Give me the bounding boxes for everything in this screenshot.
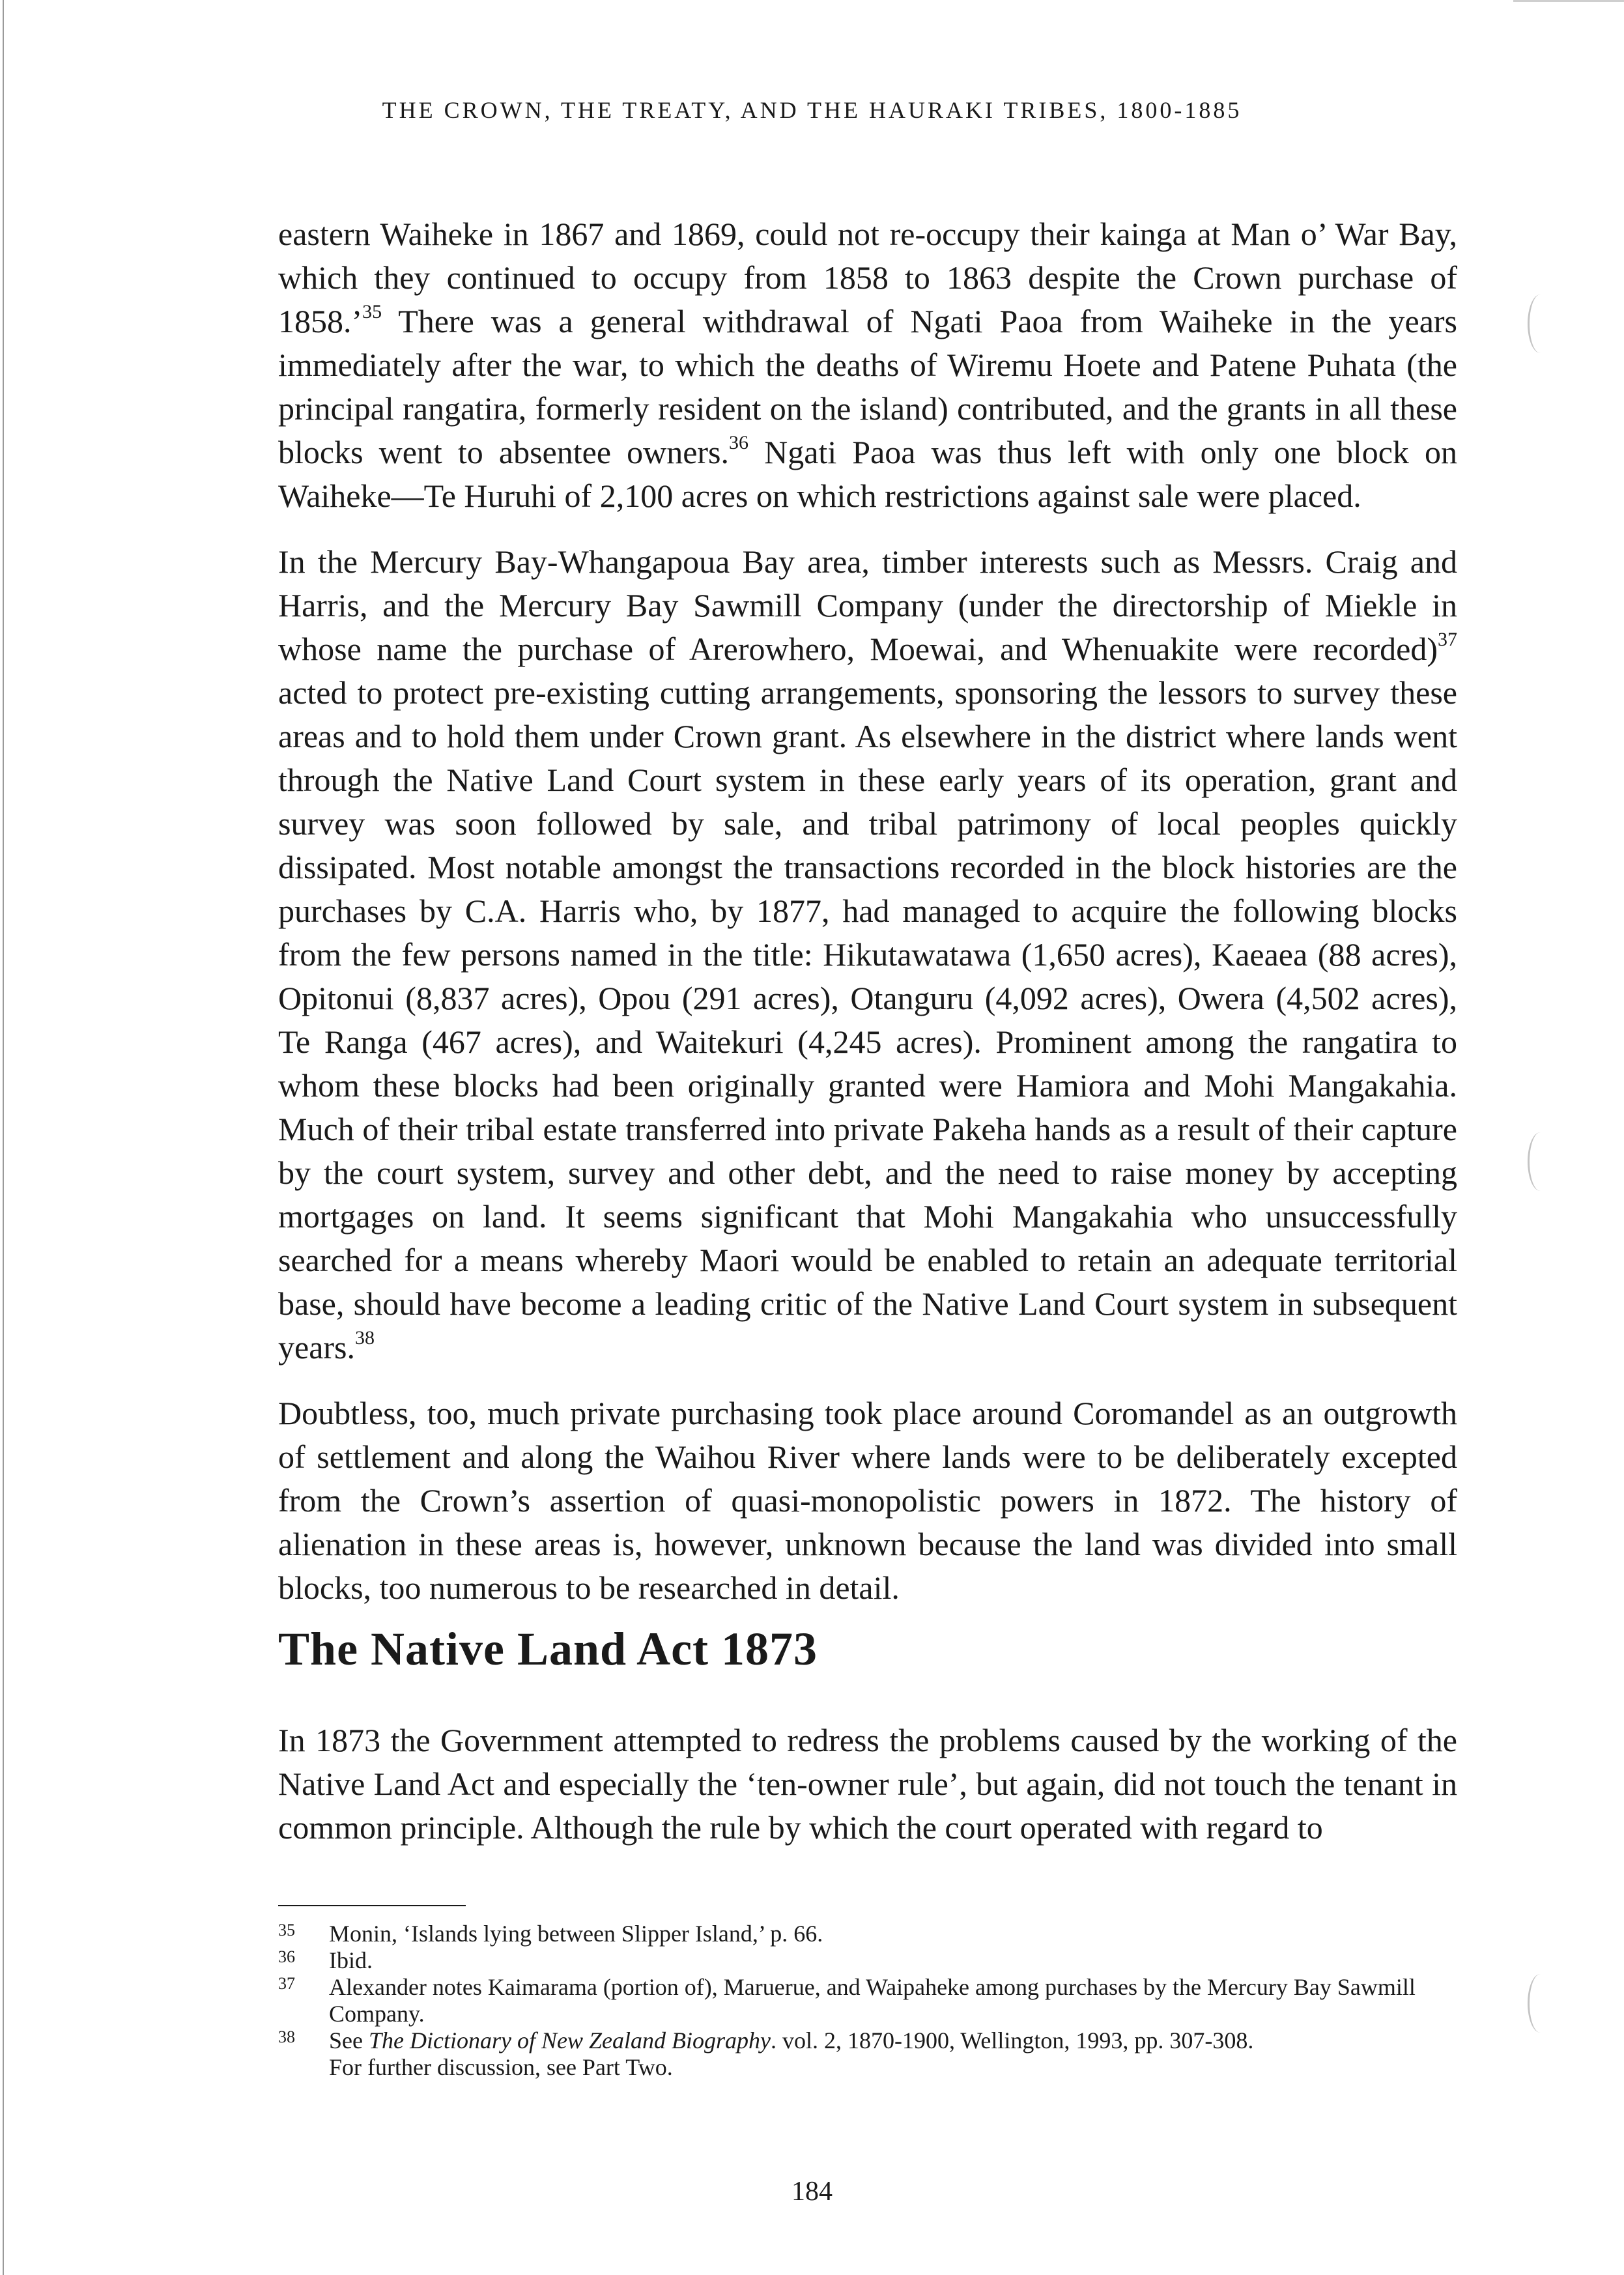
scan-corner-mark	[1513, 0, 1624, 2]
footnote-text: Ibid.	[329, 1947, 373, 1973]
footnote-35	[278, 1921, 1457, 1947]
footnote-text: See The Dictionary of New Zealand Biography. vol. 2, 1870-1900, Wellington, 1993, pp. 307-308. For further discussion, see Part Two.	[329, 2027, 1254, 2080]
footnote-ref-38[interactable]: 38	[355, 1327, 375, 1349]
running-head: THE CROWN, THE TREATY, AND THE HAURAKI TRIBES, 1800-1885	[382, 97, 1242, 123]
section-body	[278, 1719, 1457, 1850]
section-heading: The Native Land Act 1873	[278, 1623, 818, 1675]
footnote-divider	[278, 1905, 466, 1906]
footnotes	[278, 1921, 1457, 2081]
footnote-38	[278, 2027, 1457, 2081]
footnote-36	[278, 1947, 1457, 1974]
footnote-37	[278, 1974, 1457, 2027]
page-number: 184	[791, 2177, 833, 2207]
footnote-number: 35	[278, 1921, 295, 1939]
footnote-ref-36[interactable]: 36	[729, 432, 749, 453]
margin-bracket-mark	[1528, 294, 1553, 353]
footnote-ref-35[interactable]: 35	[362, 301, 382, 322]
footnote-ref-37[interactable]: 37	[1438, 629, 1457, 650]
paragraph-3: Doubtless, too, much private purchasing took place around Coromandel as an outgrowth of settlement and along the Waihou River where lands were to be deliberately excepted from the Crown’s assertion of quasi-monopolistic powers in 1872. The history of alienation in these areas is, however, unknown because the land was divided into small blocks, too numerous to be researched in detail.	[278, 1395, 1457, 1606]
footnote-text: Alexander notes Kaimarama (portion of), Maruerue, and Waipaheke among purchases by the Mercury Bay Sawmill Company.	[329, 1974, 1416, 2027]
footnote-number: 38	[278, 2027, 295, 2046]
body-text	[278, 212, 1457, 1610]
footnote-number: 37	[278, 1974, 295, 1993]
footnote-number: 36	[278, 1947, 295, 1966]
paragraph-1: eastern Waiheke in 1867 and 1869, could not re-occupy their kainga at Man o’ War Bay, which they continued to occupy from 1858 to 1863 despite the Crown purchase of 1858.’$^{35}$ There was a general withdrawal of Ngati Paoa from Waiheke in the years immediately after the war, to which the deaths of Wiremu Hoete and Patene Puhata (the principal rangatira, formerly resident on the island) contributed, and the grants in all these blocks went to absentee owners.$^{36}$ Ngati Paoa was thus left with only one block on Waiheke—Te Huruhi of 2,100 acres on which restrictions against sale were placed.	[278, 216, 1458, 514]
footnote-text: Monin, ‘Islands lying between Slipper Island,’ p. 66.	[329, 1921, 823, 1947]
margin-bracket-mark	[1528, 1132, 1553, 1191]
scan-edge-line	[3, 0, 4, 2275]
paragraph-2: In the Mercury Bay-Whangapoua Bay area, timber interests such as Messrs. Craig and Harris, and the Mercury Bay Sawmill Company (under the directorship of Miekle in whose name the purchase of Arerowhero, Moewai, and Whenuakite were recorded)$^{37}$ acted to protect pre-existing cutting arrangements, sponsoring the lessors to survey these areas and to hold them under Crown grant. As elsewhere in the district where lands went through the Native Land Court system in these early years of its operation, grant and survey was soon followed by sale, and tribal patrimony of local peoples quickly dissipated. Most notable amongst the transactions recorded in the block histories are the purchases by C.A. Harris who, by 1877, had managed to acquire the following blocks from the few persons named in the title: Hikutawatawa (1,650 acres), Kaeaea (88 acres), Opitonui (8,837 acres), Opou (291 acres), Otanguru (4,092 acres), Owera (4,502 acres), Te Ranga (467 acres), and Waitekuri (4,245 acres). Prominent among the rangatira to whom these blocks had been originally granted were Hamiora and Mohi Mangakahia. Much of their tribal estate transferred into private Pakeha hands as a result of their capture by the court system, survey and other debt, and the need to raise money by accepting mortgages on land. It seems significant that Mohi Mangakahia who unsuccessfully searched for a means whereby Maori would be enabled to retain an adequate territorial base, should have become a leading critic of the Native Land Court system in subsequent years.$^{38}$	[278, 543, 1457, 1366]
section-paragraph: In 1873 the Government attempted to redress the problems caused by the working of the Native Land Act and especially the ‘ten-owner rule’, but again, did not touch the tenant in common principle. Although the rule by which the court operated with regard to	[278, 1722, 1457, 1846]
margin-bracket-mark	[1528, 1974, 1553, 2033]
book-title: The Dictionary of New Zealand Biography	[368, 2027, 771, 2053]
